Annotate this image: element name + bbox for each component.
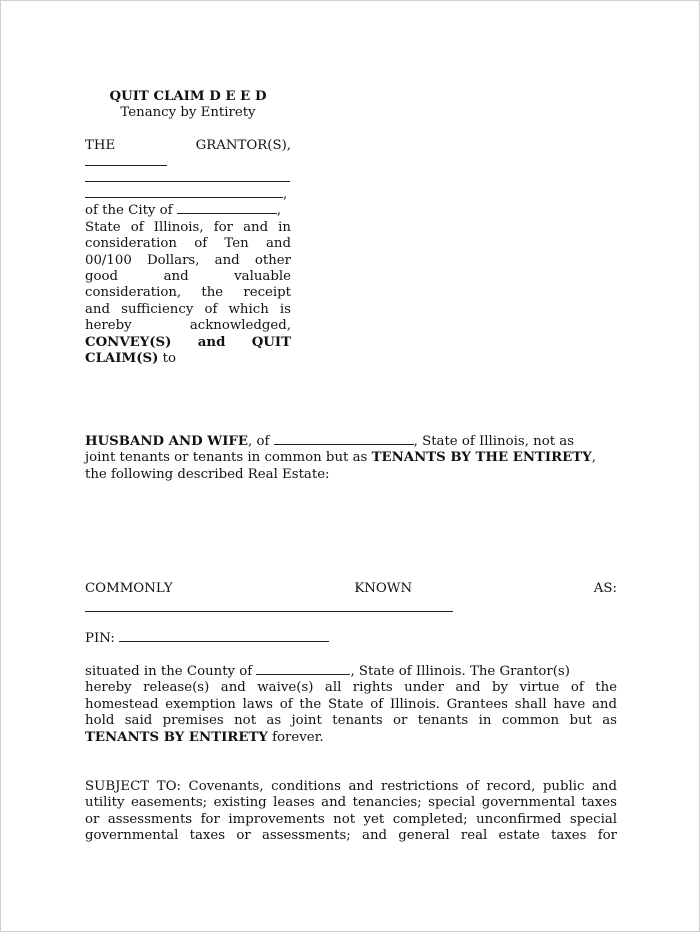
pin-blank <box>119 630 329 642</box>
grantee-paragraph <box>85 433 617 483</box>
as-word: AS: <box>593 581 617 596</box>
convey-word: CONVEY(S) <box>85 334 172 350</box>
grantor-paragraph <box>85 138 291 367</box>
and-word: and <box>163 269 189 285</box>
county-label: situated in the County of <box>85 664 253 679</box>
pin-line <box>85 630 385 647</box>
city-line <box>85 202 291 219</box>
grantee-line-1 <box>85 433 617 450</box>
grantee-line-3: the following described Real Estate: <box>85 466 330 482</box>
blank-line-1 <box>85 154 291 170</box>
comma: , <box>591 450 596 466</box>
blank-line-3 <box>85 186 291 202</box>
situated-line-5 <box>85 730 617 746</box>
sufficiency-line: and sufficiency of which is <box>85 301 291 317</box>
acknowledged-line <box>85 318 291 334</box>
valuable-word: valuable <box>234 269 291 285</box>
grantor-name-blank-2 <box>85 170 290 182</box>
joint-tenants-text: joint tenants or tenants in common but as <box>85 450 368 466</box>
situated-text-1: , State of Illinois. The Grantor(s) <box>350 664 570 679</box>
situated-line-2: hereby release(s) and waive(s) all rights under and by virtue of the <box>85 680 617 696</box>
claim-line <box>85 351 291 367</box>
subject-line-2: utility easements; existing leases and tenancies; special governmental taxes <box>85 795 617 811</box>
situated-paragraph <box>85 663 617 746</box>
claim-word: CLAIM(S) <box>85 351 159 367</box>
good-valuable-line <box>85 269 291 285</box>
city-blank <box>177 202 277 214</box>
subject-to-paragraph <box>85 779 617 845</box>
grantee-line-2 <box>85 450 617 466</box>
comma: , <box>283 187 288 203</box>
subject-line-1: SUBJECT TO: Covenants, conditions and restrictions of record, public and <box>85 779 617 794</box>
comma: , <box>276 203 282 219</box>
consideration-line: consideration of Ten and <box>85 236 291 252</box>
document-subtitle: Tenancy by Entirety <box>120 105 256 120</box>
to-word: to <box>162 351 176 367</box>
grantor-name-blank <box>85 154 167 166</box>
known-word: KNOWN <box>354 581 413 596</box>
acknowledged-word: acknowledged, <box>189 318 291 334</box>
quit-word: QUIT <box>251 334 291 350</box>
city-label: of the City of <box>85 203 173 219</box>
commonly-word: COMMONLY <box>85 581 173 596</box>
commonly-known-line <box>85 581 617 597</box>
blank-line-2 <box>85 170 291 186</box>
husband-wife-text: HUSBAND AND WIFE <box>85 434 248 449</box>
hereby-word: hereby <box>85 318 132 334</box>
pin-label: PIN: <box>85 631 115 646</box>
grantee-address-blank <box>274 433 414 445</box>
document-title: QUIT CLAIM D E E D <box>109 89 267 104</box>
subject-line-3: or assessments for improvements not yet completed; unconfirmed special <box>85 811 617 827</box>
convey-line <box>85 335 291 351</box>
situated-line-4: hold said premises not as joint tenants or tenants in common but as <box>85 713 617 729</box>
state-text: , State of Illinois, not as <box>413 434 575 449</box>
forever-text: forever. <box>267 729 324 745</box>
grantor-line <box>85 138 291 154</box>
the-label: THE <box>85 138 116 153</box>
receipt-line: consideration, the receipt <box>85 285 291 301</box>
grantor-name-blank-3 <box>85 186 283 198</box>
tenants-entirety-text: TENANTS BY THE ENTIRETY <box>371 450 592 466</box>
of-text: , of <box>248 434 270 449</box>
situated-line-1 <box>85 663 617 680</box>
situated-line-3: homestead exemption laws of the State of Illinois. Grantees shall have and <box>85 696 617 712</box>
county-blank <box>256 663 350 675</box>
and-bold-word: and <box>197 334 226 350</box>
grantor-label: GRANTOR(S), <box>195 138 291 153</box>
good-word: good <box>85 269 119 285</box>
state-line: State of Illinois, for and in <box>85 219 291 235</box>
dollars-line: 00/100 Dollars, and other <box>85 252 291 268</box>
address-blank-line <box>85 611 453 612</box>
subject-line-4: governmental taxes or assessments; and general real estate taxes for <box>85 828 617 844</box>
tenants-by-entirety-text: TENANTS BY ENTIRETY <box>85 729 268 745</box>
